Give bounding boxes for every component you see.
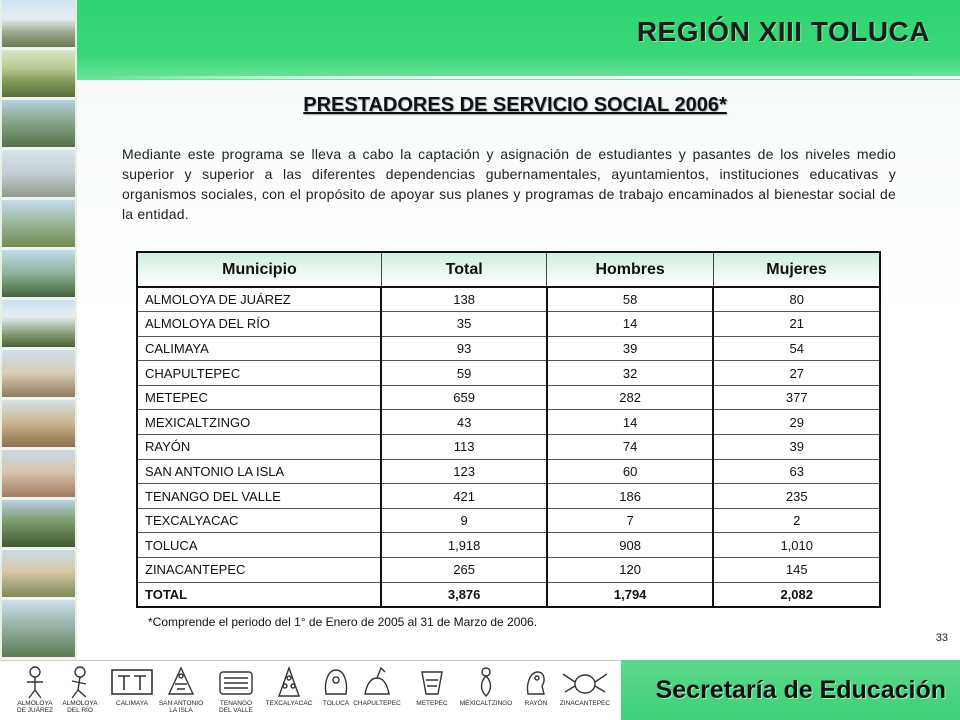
cell-hombres: 120 [547,558,714,583]
cell-total: 421 [381,484,546,509]
cell-hombres: 60 [547,459,714,484]
cell-municipio: CALIMAYA [137,336,381,361]
cell-mujeres: 80 [713,287,880,312]
photo-lake-icon [2,600,75,660]
table-row [137,336,880,361]
column-header-mujeres: Mujeres [713,252,880,287]
table-row [137,435,880,460]
logo-metepec: METEPEC [402,664,462,707]
description-text: Mediante este programa se lleva a cabo la captación y asignación de estudiantes y pasantes de los niveles medio superior y superior a las diferentes dependencias gubernamentales, ayuntamientos, instituciones educativas y organismos sociales, con el propósito de apoyar sus planes y programas de trabajo encaminados al bienestar social de la entidad. [122,146,896,222]
table-row [137,508,880,533]
cell-hombres: 14 [547,312,714,337]
cell-total: 59 [381,361,546,386]
logo-almoloya-rio: ALMOLOYA DEL RÍO [50,664,110,714]
table-row [137,361,880,386]
secretaria-title: Secretaría de Educación [655,676,946,704]
cell-hombres: 186 [547,484,714,509]
cell-total: 113 [381,435,546,460]
table-row [137,558,880,583]
cell-hombres: 908 [547,533,714,558]
table-row [137,533,880,558]
cell-mujeres: 63 [713,459,880,484]
photo-forest-icon [2,500,75,550]
table-total-row [137,582,880,607]
chapultepec-glyph-icon [347,664,407,700]
cell-mujeres: 145 [713,558,880,583]
cell-municipio: TEXCALYACAC [137,508,381,533]
cell-hombres: 32 [547,361,714,386]
cell-hombres: 58 [547,287,714,312]
cell-mujeres: 235 [713,484,880,509]
photo-street-icon [2,400,75,450]
column-header-total: Total [381,252,546,287]
cell-hombres: 74 [547,435,714,460]
cell-hombres: 39 [547,336,714,361]
page-title: PRESTADORES DE SERVICIO SOCIAL 2006* [303,94,727,116]
region-title: REGIÓN XIII TOLUCA [636,16,930,47]
cell-mujeres: 39 [713,435,880,460]
tenango-glyph-icon [206,664,266,700]
cell-mujeres: 21 [713,312,880,337]
cell-total: 93 [381,336,546,361]
metepec-glyph-icon [402,664,462,700]
table-row [137,410,880,435]
cell-mujeres: 2 [713,508,880,533]
photo-parish-icon [2,550,75,600]
cell-mujeres: 29 [713,410,880,435]
cell-municipio: ZINACANTEPEC [137,558,381,583]
cell-mujeres: 54 [713,336,880,361]
table-row [137,484,880,509]
municipality-logo-row [0,664,620,720]
footnote: *Comprende el periodo del 1° de Enero de 2005 al 31 de Marzo de 2006. [148,615,538,629]
table-row [137,287,880,312]
logo-texcalyacac: TEXCALYACAC [259,664,319,707]
photo-cathedral-icon [2,450,75,500]
san-antonio-glyph-icon [151,664,211,700]
cell-municipio: TENANGO DEL VALLE [137,484,381,509]
cell-municipio: METEPEC [137,385,381,410]
cell-total: 123 [381,459,546,484]
logo-almoloya-juarez: ALMOLOYA DE JUÁREZ [5,664,65,714]
photo-bridge-icon [2,250,75,300]
cell-municipio: CHAPULTEPEC [137,361,381,386]
cell-municipio: TOLUCA [137,533,381,558]
zinacantepec-glyph-icon [555,664,615,700]
photo-river-icon [2,50,75,100]
cell-municipio: SAN ANTONIO LA ISLA [137,459,381,484]
table-row [137,385,880,410]
logo-san-antonio: SAN ANTONIO LA ISLA [151,664,211,714]
data-table [136,251,881,608]
logo-mexicaltzingo: MEXICALTZINGO [456,664,516,707]
cell-mujeres: 377 [713,385,880,410]
logo-zinacantepec: ZINACANTEPEC [555,664,615,707]
cell-municipio: RAYÓN [137,435,381,460]
cell-total: 9 [381,508,546,533]
cell-mujeres: 27 [713,361,880,386]
cell-total: 1,918 [381,533,546,558]
cell-total: 138 [381,287,546,312]
cell-total-total: 3,876 [381,582,546,607]
cell-hombres: 282 [547,385,714,410]
table-header-row [137,252,880,287]
photo-town-icon [2,350,75,400]
cell-hombres: 14 [547,410,714,435]
cell-total: 43 [381,410,546,435]
cell-municipio: ALMOLOYA DEL RÍO [137,312,381,337]
cell-total: 35 [381,312,546,337]
table-row [137,459,880,484]
photo-valley-icon [2,200,75,250]
cell-mujeres: 1,010 [713,533,880,558]
cell-total-label: TOTAL [137,582,381,607]
photo-church-icon [2,0,75,50]
logo-calimaya: CALIMAYA [102,664,162,707]
logo-chapultepec: CHAPULTEPEC [347,664,407,707]
cell-total: 659 [381,385,546,410]
table-row [137,312,880,337]
column-header-hombres: Hombres [547,252,714,287]
almoloya-rio-glyph-icon [50,664,110,700]
column-header-municipio: Municipio [137,252,381,287]
cell-municipio: MEXICALTZINGO [137,410,381,435]
logo-tenango: TENANGO DEL VALLE [206,664,266,714]
photo-volcano-icon [2,300,75,350]
cell-total-hombres: 1,794 [547,582,714,607]
photo-factory-icon [2,150,75,200]
logo-toluca: TOLUCA [306,664,366,707]
cell-hombres: 7 [547,508,714,533]
logo-rayon: RAYÓN [506,664,566,707]
cell-municipio: ALMOLOYA DE JUÁREZ [137,287,381,312]
page-number: 33 [935,632,948,644]
banner-divider [100,76,960,79]
secretaria-box [621,660,960,720]
cell-total: 265 [381,558,546,583]
cell-total-mujeres: 2,082 [713,582,880,607]
